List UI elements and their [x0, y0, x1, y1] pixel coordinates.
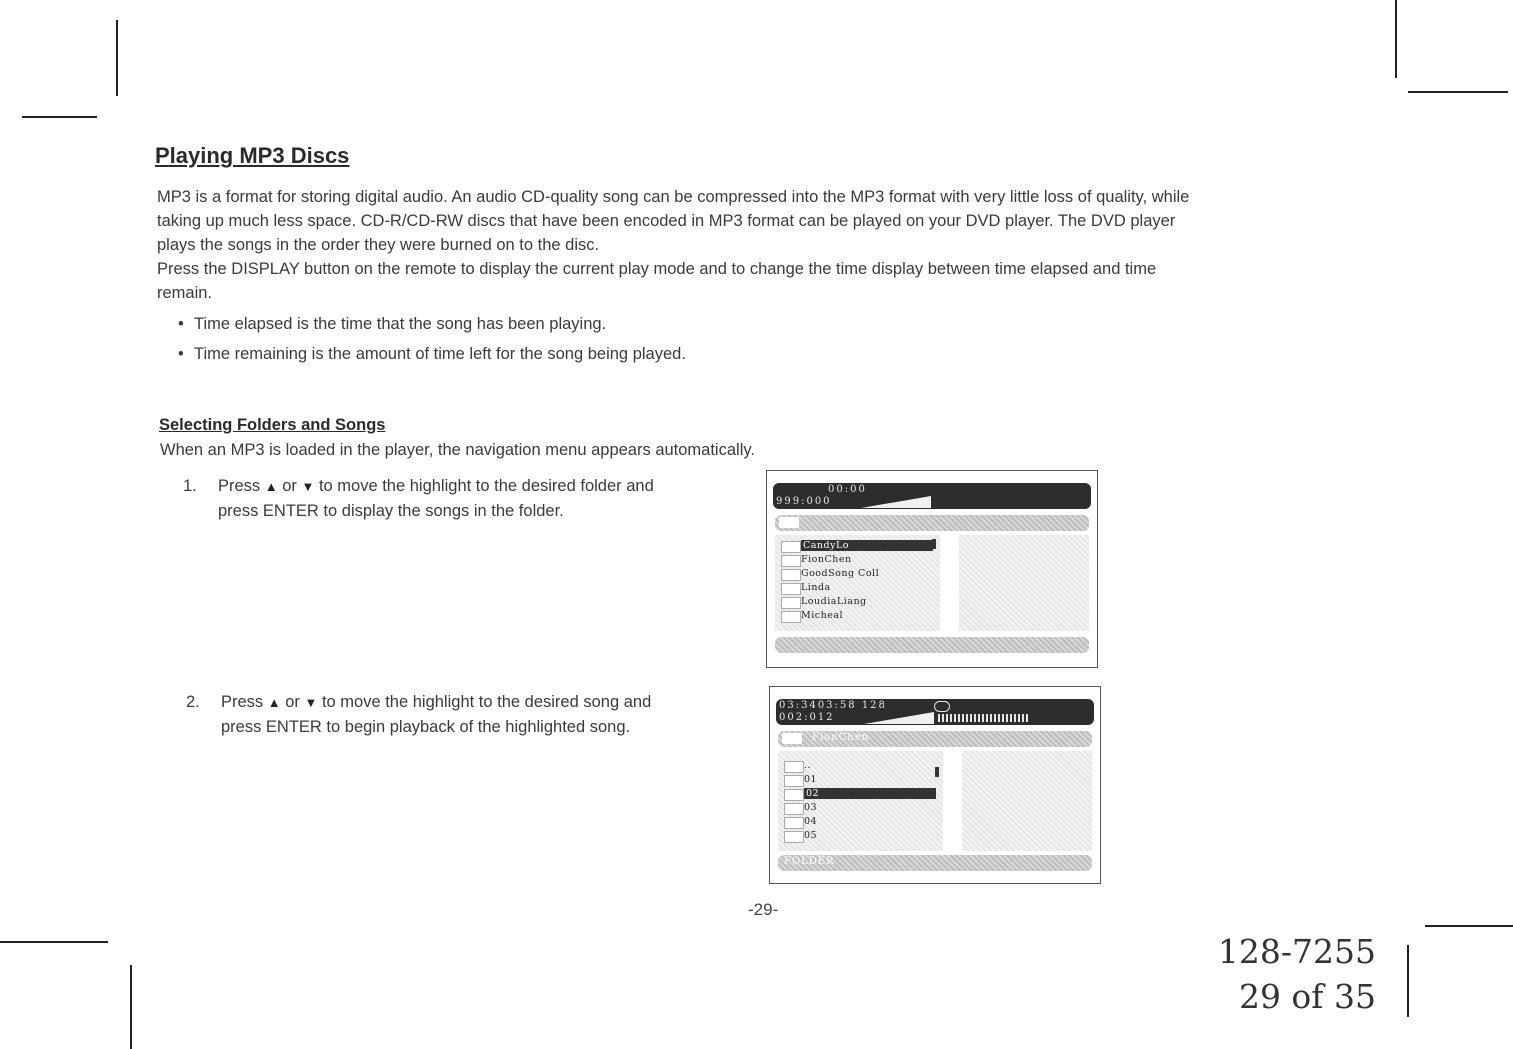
screen-folder-list: [766, 470, 1098, 668]
bullet-text: Time elapsed is the time that the song has been playing.: [194, 315, 607, 333]
step-text: to move the highlight to the desired song and: [317, 693, 652, 711]
level-meter: [938, 714, 1028, 722]
list-item[interactable]: [784, 759, 936, 773]
bullet-text: Time remaining is the amount of time left for the song being played.: [194, 345, 686, 363]
page-title: Playing MP3 Discs: [155, 143, 350, 168]
up-arrow-icon: ▲: [267, 695, 281, 710]
footer-label: FOLDER: [784, 856, 835, 867]
list-item[interactable]: [784, 801, 936, 815]
track-counter: 002:012: [779, 712, 835, 723]
step-number: 1.: [183, 477, 197, 495]
up-arrow-icon: ▲: [264, 479, 278, 494]
step-text: Press: [221, 693, 268, 711]
section-heading: Selecting Folders and Songs: [159, 416, 386, 434]
list-item[interactable]: [781, 595, 933, 609]
list-item-label: 03: [804, 802, 818, 813]
current-folder-label: FionChen: [812, 732, 870, 743]
page-of: 29 of 35: [1238, 977, 1376, 1016]
list-item-label: ..: [804, 760, 812, 771]
folder-icon: [779, 517, 799, 528]
list-item-label: FionChen: [801, 554, 852, 565]
bullet-item: • Time remaining is the amount of time left for the song being played.: [178, 345, 686, 363]
path-bar: [778, 731, 1092, 747]
list-item-label: 04: [804, 816, 818, 827]
bullet-item: • Time elapsed is the time that the song has been playing.: [178, 315, 607, 333]
step-number: 2.: [186, 693, 200, 711]
folder-icon: [781, 569, 801, 581]
screen-song-list: [769, 686, 1101, 884]
list-item[interactable]: [784, 787, 936, 801]
step-text: to move the highlight to the desired folder and: [314, 477, 654, 495]
file-icon: [784, 775, 804, 787]
intro-line: taking up much less space. CD-R/CD-RW discs that have been encoded in MP3 format can be played on your DVD player. The DVD player: [157, 212, 1176, 230]
time-display: 00:00: [828, 484, 867, 495]
list-item-label: 01: [804, 774, 818, 785]
crop-mark: [1407, 945, 1409, 1017]
doc-number: 128-7255: [1217, 932, 1376, 971]
list-item[interactable]: [781, 539, 933, 553]
list-item-label: CandyLo: [801, 540, 933, 551]
file-icon: [784, 789, 804, 801]
crop-mark: [1425, 925, 1513, 927]
list-item-label: GoodSong Coll: [801, 568, 880, 579]
list-item-label: 02: [804, 788, 936, 799]
folder-icon: [781, 541, 801, 553]
crop-mark: [22, 116, 97, 118]
down-arrow-icon: ▼: [304, 695, 318, 710]
folder-icon: [782, 733, 802, 744]
playback-status: 03:3403:58 128: [779, 700, 887, 711]
crop-mark: [1395, 0, 1397, 78]
section-intro: When an MP3 is loaded in the player, the navigation menu appears automatically.: [160, 441, 755, 459]
list-item-label: Linda: [801, 582, 831, 593]
list-item[interactable]: [781, 581, 933, 595]
list-item[interactable]: [781, 567, 933, 581]
intro-line: MP3 is a format for storing digital audio. An audio CD-quality song can be compressed into the MP3 format with very little loss of quality, while: [157, 188, 1190, 206]
down-arrow-icon: ▼: [301, 479, 315, 494]
track-counter: 999:000: [776, 496, 832, 507]
intro-line: remain.: [157, 284, 213, 302]
crop-mark: [0, 941, 108, 943]
file-icon: [784, 831, 804, 843]
step-text: press ENTER to begin playback of the highlighted song.: [221, 718, 631, 736]
step-text: Press: [218, 477, 265, 495]
folder-icon: [781, 555, 801, 567]
file-icon: [784, 761, 804, 773]
intro-line: Press the DISPLAY button on the remote to display the current play mode and to change the time display between time elapsed and time: [157, 260, 1157, 278]
page-number: -29-: [748, 900, 779, 919]
screen-header: [776, 699, 1094, 725]
intro-paragraph: [157, 185, 1367, 305]
crop-mark: [1408, 91, 1508, 93]
step-text: or: [280, 693, 305, 711]
intro-line: plays the songs in the order they were burned on to the disc.: [157, 236, 600, 254]
preview-panel: [962, 751, 1092, 851]
list-item-label: 05: [804, 830, 818, 841]
crop-mark: [130, 965, 132, 1049]
screen-header: [773, 483, 1091, 509]
file-icon: [784, 803, 804, 815]
step-text: press ENTER to display the songs in the folder.: [218, 502, 564, 520]
list-item[interactable]: [781, 609, 933, 623]
status-bar: [775, 637, 1089, 653]
step-text: or: [277, 477, 302, 495]
status-bar: [778, 855, 1092, 871]
folder-icon: [781, 611, 801, 623]
list-item-label: LoudiaLiang: [801, 596, 867, 607]
file-icon: [784, 817, 804, 829]
volume-wedge: [864, 712, 934, 724]
preview-panel: [959, 535, 1089, 631]
play-icon: [934, 701, 950, 712]
list-item[interactable]: [784, 829, 936, 843]
crop-mark: [116, 20, 118, 96]
list-item[interactable]: [784, 773, 936, 787]
list-item[interactable]: [781, 553, 933, 567]
list-item[interactable]: [784, 815, 936, 829]
path-bar: [775, 515, 1089, 531]
list-item-label: Micheal: [801, 610, 844, 621]
volume-wedge: [861, 496, 931, 508]
folder-icon: [781, 583, 801, 595]
folder-icon: [781, 597, 801, 609]
